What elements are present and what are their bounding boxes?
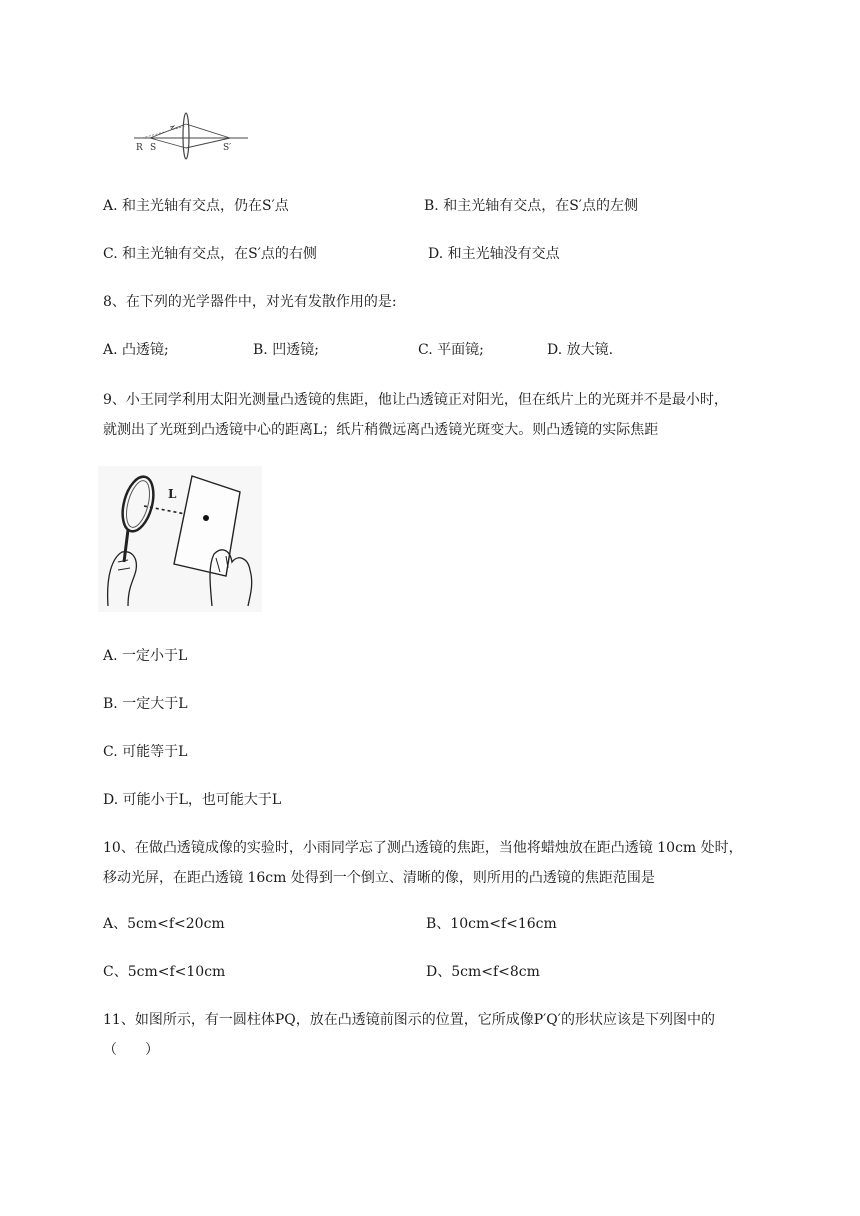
q7-option-c: C. 和主光轴有交点，在S′点的右侧 xyxy=(103,246,317,262)
q7-lens-diagram xyxy=(130,112,270,162)
q11-question-line2: （ ） xyxy=(103,1042,159,1058)
q11-question-line1: 11、如图所示，有一圆柱体PQ，放在凸透镜前图示的位置，它所成像P′Q′的形状应该是下列图中的 xyxy=(103,1012,715,1028)
distance-label-l: L xyxy=(168,487,177,501)
q9-question-line2: 就测出了光斑到凸透镜中心的距离L；纸片稍微远离凸透镜光斑变大。则凸透镜的实际焦距 xyxy=(103,422,659,438)
q10-question-line1: 10、在做凸透镜成像的实验时，小雨同学忘了测凸透镜的焦距，当他将蜡烛放在距凸透镜 10cm 处时， xyxy=(103,840,743,856)
q7-option-a: A. 和主光轴有交点，仍在S′点 xyxy=(103,198,289,214)
light-spot xyxy=(203,515,209,521)
label-s: S xyxy=(150,143,157,153)
q10-question-line2: 移动光屏，在距凸透镜 16cm 处得到一个倒立、清晰的像，则所用的凸透镜的焦距范围是 xyxy=(103,870,655,886)
q8-option-b: B. 凹透镜; xyxy=(253,342,319,358)
q10-option-a: A、5cm<f<20cm xyxy=(103,916,225,932)
convex-lens xyxy=(183,113,189,159)
ray-from-r xyxy=(142,126,186,138)
q8-option-c: C. 平面镜; xyxy=(418,342,484,358)
q9-magnifier-figure xyxy=(98,466,262,612)
refracted-ray-upper xyxy=(186,124,230,138)
label-r: R xyxy=(136,143,143,153)
q10-option-d: D、5cm<f<8cm xyxy=(426,964,540,980)
q10-option-b: B、10cm<f<16cm xyxy=(426,916,557,932)
q9-question-line1: 9、小王同学利用太阳光测量凸透镜的焦距，他让凸透镜正对阳光，但在纸片上的光斑并不是最小时， xyxy=(103,392,728,408)
q10-option-c: C、5cm<f<10cm xyxy=(103,964,226,980)
incident-ray-upper xyxy=(150,124,186,138)
q8-option-d: D. 放大镜. xyxy=(547,342,614,358)
q8-question: 8、在下列的光学器件中，对光有发散作用的是: xyxy=(103,294,397,310)
q9-magnifier-diagram xyxy=(98,466,262,612)
q9-option-b: B. 一定大于L xyxy=(103,696,188,712)
label-s-prime: S′ xyxy=(223,143,232,153)
q9-option-c: C. 可能等于L xyxy=(103,744,188,760)
q9-option-d: D. 可能小于L，也可能大于L xyxy=(103,792,282,808)
q9-option-a: A. 一定小于L xyxy=(103,648,188,664)
q7-option-d: D. 和主光轴没有交点 xyxy=(428,246,560,262)
q8-option-a: A. 凸透镜; xyxy=(103,342,169,358)
q7-lens-figure xyxy=(130,112,270,162)
q7-option-b: B. 和主光轴有交点，在S′点的左侧 xyxy=(424,198,638,214)
